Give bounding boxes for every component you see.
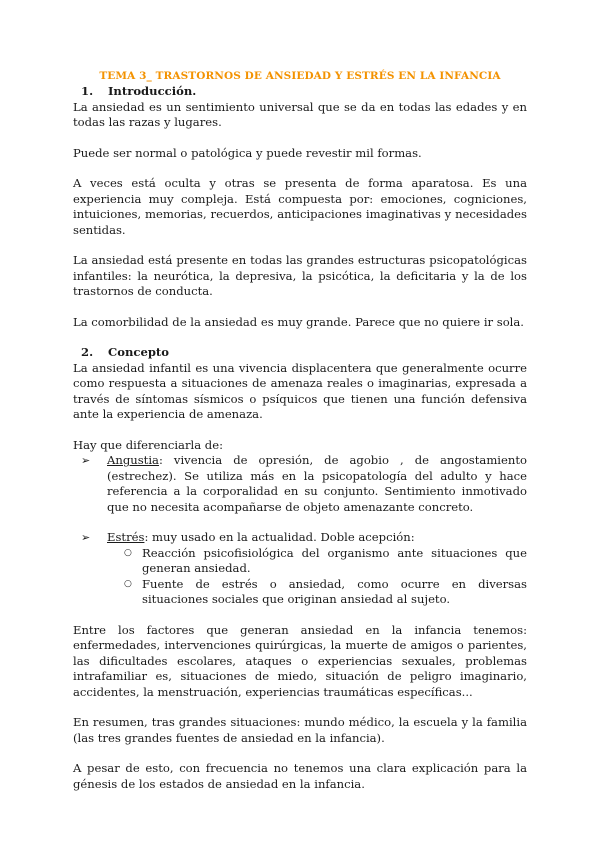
paragraph: La comorbilidad de la ansiedad es muy grande. Parece que no quiere ir sola.: [73, 314, 524, 329]
term-angustia: Angustia: [107, 453, 159, 467]
section-heading-introduccion: [73, 84, 527, 100]
paragraph: Hay que diferenciarla de:: [73, 437, 223, 452]
document-title: TEMA 3_ TRASTORNOS DE ANSIEDAD Y ESTRÉS EN LA INFANCIA: [99, 70, 501, 82]
paragraph: A veces está oculta y otras se presenta de forma aparatosa. Es una experiencia muy compleja. Está compuesta por: emociones, cogniciones, intuiciones, memorias, recuerdos, anticipaciones imaginativas y necesidades sentidas.: [73, 176, 527, 237]
section-number: 2.: [81, 345, 94, 359]
paragraph: Entre los factores que generan ansiedad en la infancia tenemos: enfermedades, intervenciones quirúrgicas, la muerte de amigos o parientes, las dificultades escolares, ataques o experiencias sexuales, problemas intrafamiliar es, situaciones de miedo, situación de peligro imaginario, accidentes, la menstruación, experiencias traumáticas específicas...: [73, 622, 527, 699]
paragraph: Puede ser normal o patológica y puede revestir mil formas.: [73, 145, 422, 160]
section-title: Concepto: [108, 345, 170, 359]
section-number: 1.: [81, 84, 94, 98]
difference-list: [73, 530, 527, 608]
term-estres: Estrés: [107, 530, 145, 544]
section-heading-concepto: [73, 345, 527, 361]
sub-list: [107, 546, 527, 608]
circle-bullet-icon: ○: [124, 578, 132, 589]
arrow-bullet-icon: ➢: [81, 454, 91, 467]
document-body: [73, 84, 527, 792]
paragraph: La ansiedad está presente en todas las grandes estructuras psicopatológicas infantiles: la neurótica, la depresiva, la psicótica, la deficitaria y la de los trastornos de conducta.: [73, 253, 527, 298]
sub-list-item: ○ Reacción psicofisiológica del organismo ante situaciones que generan ansiedad.: [124, 545, 527, 575]
circle-bullet-icon: ○: [124, 547, 132, 558]
arrow-bullet-icon: ➢: [81, 531, 91, 544]
paragraph: En resumen, tras grandes situaciones: mundo médico, la escuela y la familia (las tres grandes fuentes de ansiedad en la infancia).: [73, 715, 527, 745]
sub-list-item: ○ Fuente de estrés o ansiedad, como ocurre en diversas situaciones sociales que originan ansiedad al sujeto.: [124, 576, 527, 606]
paragraph: A pesar de esto, con frecuencia no tenemos una clara explicación para la génesis de los estados de ansiedad en la infancia.: [73, 761, 527, 791]
paragraph: La ansiedad infantil es una vivencia displacentera que generalmente ocurre como respuesta a situaciones de amenaza reales o imaginarias, expresada a través de síntomas sísmicos o psíquicos que tienen una función defensiva ante la experiencia de amenaza.: [73, 360, 527, 421]
term-definition: : vivencia de opresión, de agobio , de angostamiento (estrechez). Se utiliza más en la psicopatología del adulto y hace referencia a la corporalidad en su conjunto. Sentimiento inmotivado que no necesita acompañarse de objeto amenazante concreto.: [107, 453, 527, 514]
difference-list: [73, 453, 527, 515]
paragraph: La ansiedad es un sentimiento universal que se da en todas las edades y en todas las razas y lugares.: [73, 99, 527, 129]
section-title: Introducción.: [108, 84, 197, 98]
list-item-estres: [73, 530, 527, 608]
list-item-angustia: [73, 453, 527, 515]
term-definition: : muy usado en la actualidad. Doble acepción:: [144, 530, 415, 544]
